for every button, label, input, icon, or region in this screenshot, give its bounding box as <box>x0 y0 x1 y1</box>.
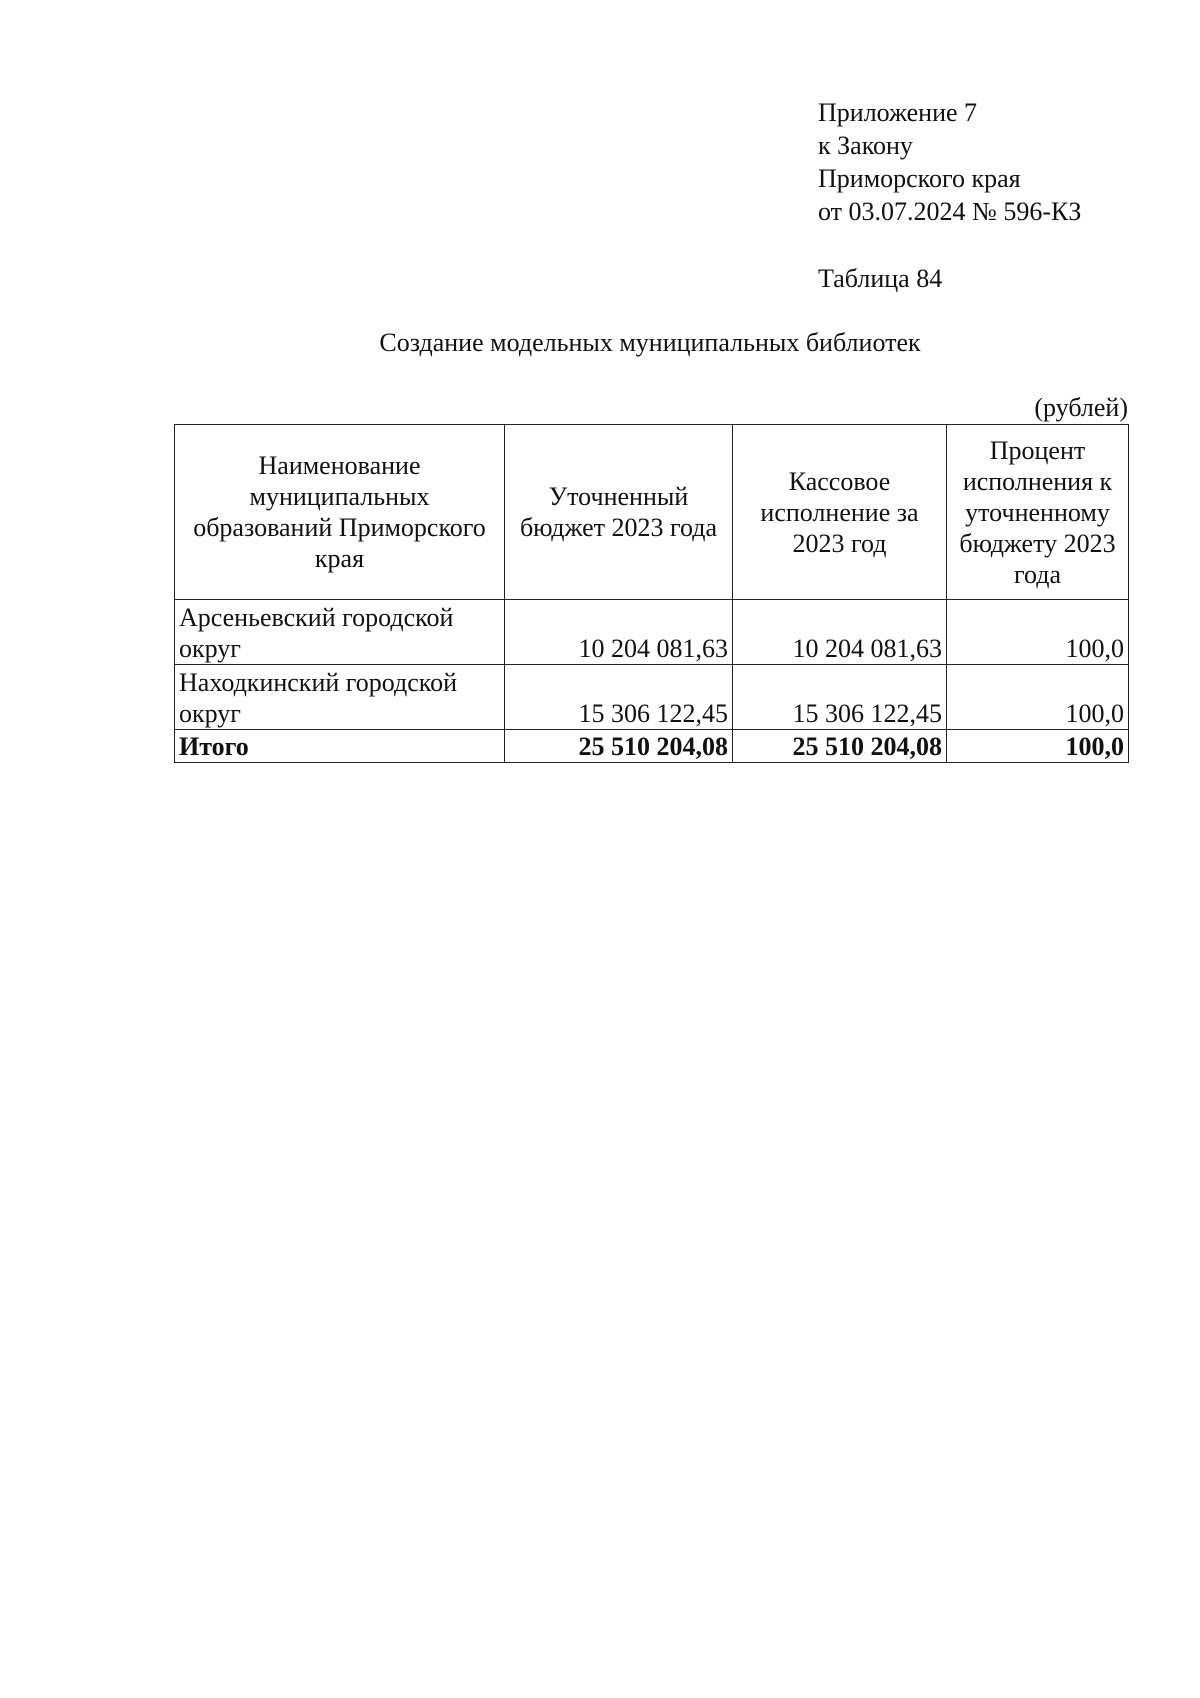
cell-budget: 15 306 122,45 <box>505 665 733 730</box>
header-execution: Кассовое исполнение за 2023 год <box>733 425 947 600</box>
cell-percent: 100,0 <box>947 600 1129 665</box>
table-row <box>175 665 1129 730</box>
cell-budget: 10 204 081,63 <box>505 600 733 665</box>
total-row <box>175 730 1129 763</box>
appendix-block <box>818 96 1081 228</box>
cell-municipality: Арсеньевский городской округ <box>175 600 505 665</box>
cell-municipality: Находкинский городской округ <box>175 665 505 730</box>
header-percent: Процент исполнения к уточненному бюджету 2023 года <box>947 425 1129 600</box>
budget-table <box>174 424 1129 763</box>
total-percent: 100,0 <box>947 730 1129 763</box>
appendix-line: Приморского края <box>818 164 1021 193</box>
total-execution: 25 510 204,08 <box>733 730 947 763</box>
table-header-row <box>175 425 1129 600</box>
appendix-line: Приложение 7 <box>818 98 978 127</box>
table-row <box>175 600 1129 665</box>
document-title: Создание модельных муниципальных библиотек <box>379 328 921 357</box>
total-label: Итого <box>175 730 505 763</box>
header-municipality: Наименование муниципальных образований Приморского края <box>175 425 505 600</box>
cell-execution: 15 306 122,45 <box>733 665 947 730</box>
total-budget: 25 510 204,08 <box>505 730 733 763</box>
appendix-line: к Закону <box>818 131 913 160</box>
appendix-line: от 03.07.2024 № 596-КЗ <box>818 197 1082 226</box>
cell-percent: 100,0 <box>947 665 1129 730</box>
cell-execution: 10 204 081,63 <box>733 600 947 665</box>
header-budget: Уточненный бюджет 2023 года <box>505 425 733 600</box>
unit-note: (рублей) <box>1034 393 1128 422</box>
table-number: Таблица 84 <box>818 264 943 293</box>
